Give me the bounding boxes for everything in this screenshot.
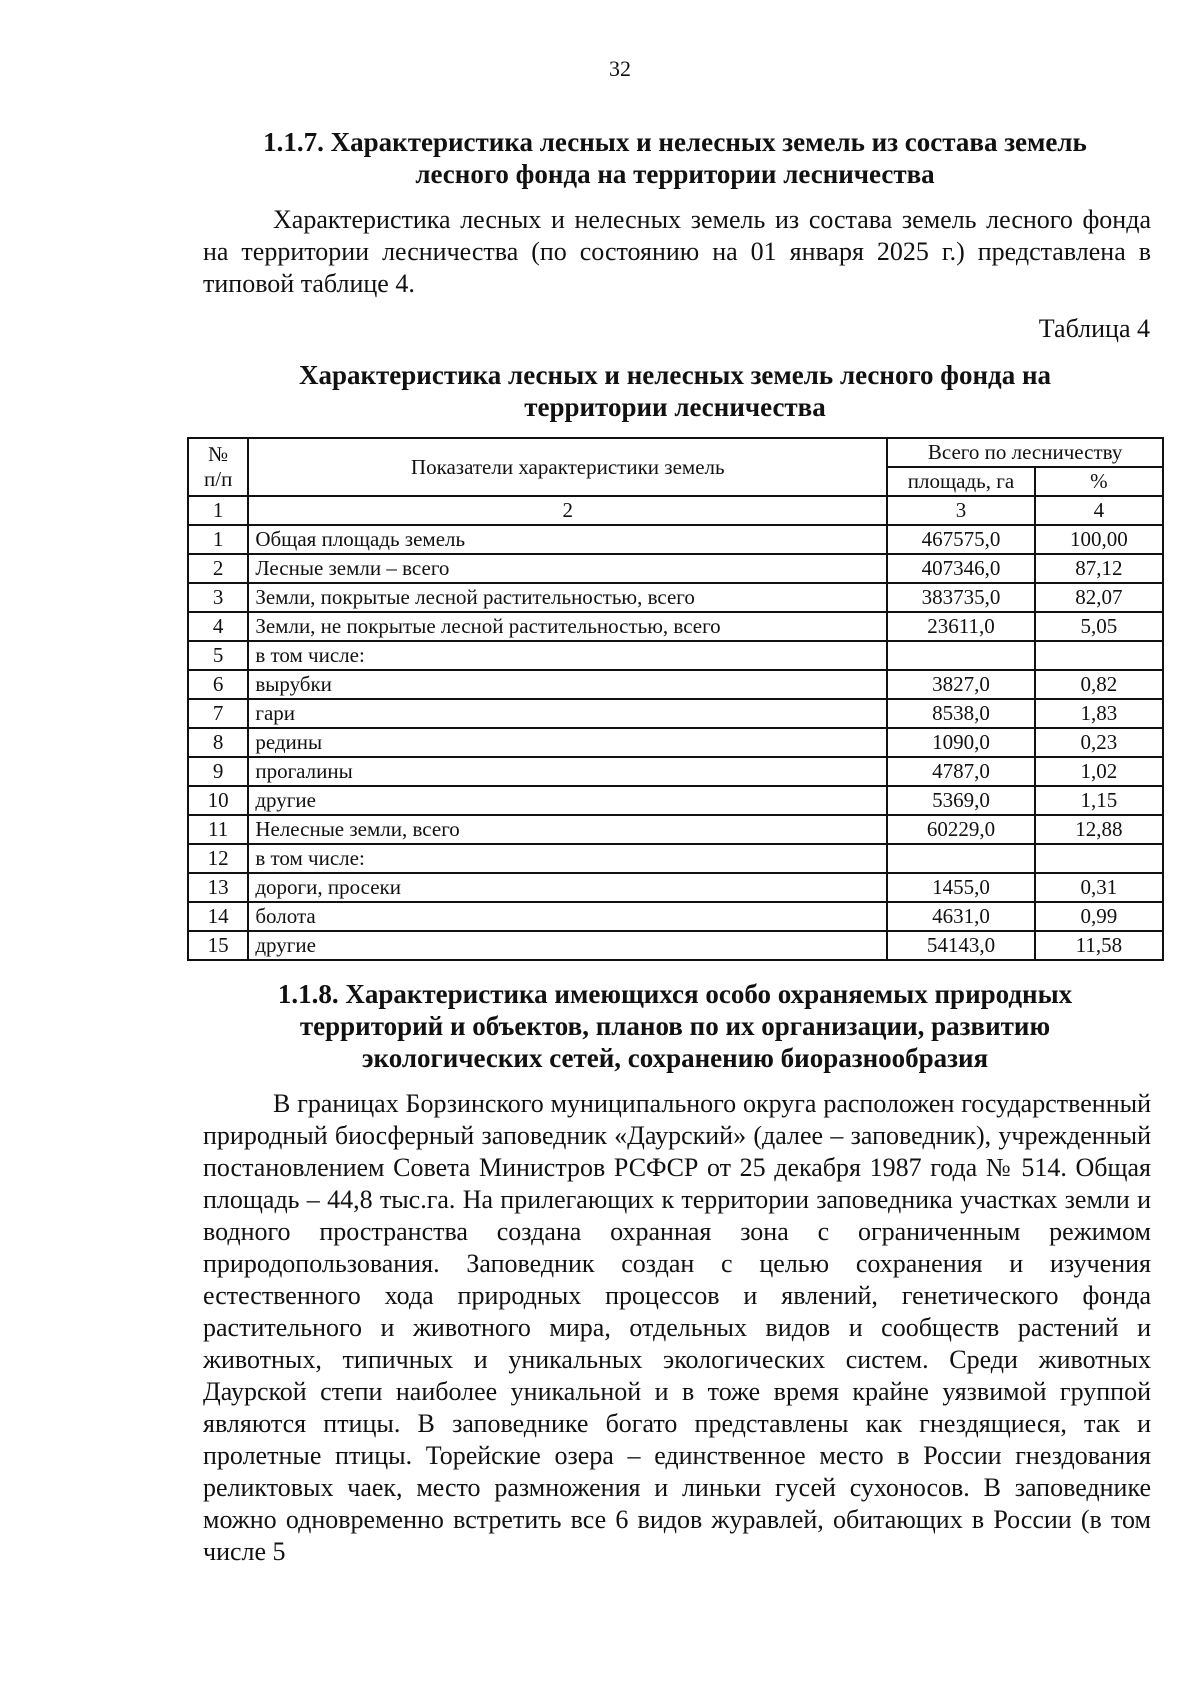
row-percent: 0,82: [1035, 670, 1163, 699]
row-indicator: вырубки: [248, 670, 887, 699]
row-area: 60229,0: [887, 815, 1035, 844]
row-number: 4: [188, 612, 248, 641]
land-characteristics-table: [187, 437, 1164, 961]
table-body: [188, 525, 1163, 960]
row-indicator: в том числе:: [248, 844, 887, 873]
row-number: 10: [188, 786, 248, 815]
section-2-paragraph: В границах Борзинского муниципального округа расположен государственный природный биосферный заповедник «Даурский» (далее – заповедник), учрежденный постановлением Совета Министров РСФСР от 25 декабря 1987 года № 514. Общая площадь – 44,8 тыс.га. На прилегающих к территории заповедника участках земли и водного пространства создана охранная зона с ограниченным режимом природопользования. Заповедник создан с целью сохранения и изучения естественного хода природных процессов и явлений, генетического фонда растительного и животного мира, отдельных видов и сообществ растений и животных, типичных и уникальных экологических систем. Среди животных Даурской степи наиболее уникальной и в тоже время крайне уязвимой группой являются птицы. В заповеднике богато представлены как гнездящиеся, так и пролетные птицы. Торейские озера – единственное место в России гнездования реликтовых чаек, место размножения и линьки гусей сухоносов. В заповеднике можно одновременно встретить все 6 видов журавлей, обитающих в России (в том числе 5: [203, 1089, 1151, 1566]
heading-line: экологических сетей, сохранению биоразнообразия: [361, 1043, 989, 1073]
row-area: 23611,0: [887, 612, 1035, 641]
section-heading-1-1-7: [200, 126, 1150, 190]
table-row: [188, 902, 1163, 931]
row-indicator: прогалины: [248, 757, 887, 786]
header-total: Всего по лесничеству: [887, 438, 1163, 467]
table-row: [188, 844, 1163, 873]
column-number: 4: [1035, 496, 1163, 525]
table-row: [188, 583, 1163, 612]
row-area: 1455,0: [887, 873, 1035, 902]
heading-line: лесного фонда на территории лесничества: [415, 159, 935, 189]
table-title-line: Характеристика лесных и нелесных земель лесного фонда на: [298, 360, 1052, 390]
row-number: 1: [188, 525, 248, 554]
row-number: 9: [188, 757, 248, 786]
table-row: [188, 728, 1163, 757]
table-row: [188, 873, 1163, 902]
row-indicator: другие: [248, 931, 887, 960]
row-area: 3827,0: [887, 670, 1035, 699]
row-indicator: Земли, не покрытые лесной растительностью, всего: [248, 612, 887, 641]
heading-line: территорий и объектов, планов по их организации, развитию: [299, 1011, 1051, 1041]
row-indicator: Земли, покрытые лесной растительностью, всего: [248, 583, 887, 612]
row-number: 6: [188, 670, 248, 699]
row-number: 7: [188, 699, 248, 728]
row-percent: 12,88: [1035, 815, 1163, 844]
row-percent: 0,23: [1035, 728, 1163, 757]
table-title: [200, 359, 1150, 423]
section-heading-1-1-8: [200, 978, 1150, 1074]
row-percent: 5,05: [1035, 612, 1163, 641]
row-percent: [1035, 641, 1163, 670]
heading-line: 1.1.8. Характеристика имеющихся особо охраняемых природных: [277, 979, 1073, 1009]
row-indicator: Общая площадь земель: [248, 525, 887, 554]
row-percent: 11,58: [1035, 931, 1163, 960]
row-percent: 0,31: [1035, 873, 1163, 902]
row-area: 1090,0: [887, 728, 1035, 757]
row-number: 11: [188, 815, 248, 844]
row-area: 4631,0: [887, 902, 1035, 931]
table-row: [188, 699, 1163, 728]
row-number: 3: [188, 583, 248, 612]
row-area: 383735,0: [887, 583, 1035, 612]
column-number-row: [188, 496, 1163, 525]
row-area: 4787,0: [887, 757, 1035, 786]
table-row: [188, 641, 1163, 670]
row-area: [887, 844, 1035, 873]
header-indicators: Показатели характеристики земель: [248, 438, 887, 496]
row-indicator: Лесные земли – всего: [248, 554, 887, 583]
row-area: [887, 641, 1035, 670]
table-label: Таблица 4: [1038, 314, 1150, 343]
header-number: № п/п: [188, 438, 248, 496]
column-number: 2: [248, 496, 887, 525]
row-area: 467575,0: [887, 525, 1035, 554]
header-area: площадь, га: [887, 467, 1035, 496]
row-percent: 0,99: [1035, 902, 1163, 931]
row-number: 13: [188, 873, 248, 902]
row-percent: 100,00: [1035, 525, 1163, 554]
column-number: 1: [188, 496, 248, 525]
row-indicator: болота: [248, 902, 887, 931]
row-percent: 1,02: [1035, 757, 1163, 786]
row-indicator: редины: [248, 728, 887, 757]
row-area: 5369,0: [887, 786, 1035, 815]
table-row: [188, 757, 1163, 786]
row-number: 8: [188, 728, 248, 757]
table-row: [188, 554, 1163, 583]
row-percent: 1,15: [1035, 786, 1163, 815]
table-row: [188, 525, 1163, 554]
row-area: 407346,0: [887, 554, 1035, 583]
table-title-line: территории лесничества: [524, 392, 826, 422]
row-indicator: в том числе:: [248, 641, 887, 670]
row-number: 15: [188, 931, 248, 960]
row-percent: 87,12: [1035, 554, 1163, 583]
heading-line: 1.1.7. Характеристика лесных и нелесных земель из состава земель: [263, 127, 1087, 157]
row-percent: 1,83: [1035, 699, 1163, 728]
table-row: [188, 931, 1163, 960]
row-percent: [1035, 844, 1163, 873]
row-number: 14: [188, 902, 248, 931]
table-row: [188, 786, 1163, 815]
row-indicator: Нелесные земли, всего: [248, 815, 887, 844]
row-indicator: дороги, просеки: [248, 873, 887, 902]
table-row: [188, 670, 1163, 699]
section-1-paragraph: Характеристика лесных и нелесных земель из состава земель лесного фонда на территории лесничества (по состоянию на 01 января 2025 г.) представлена в типовой таблице 4.: [203, 205, 1151, 298]
row-number: 2: [188, 554, 248, 583]
row-area: 54143,0: [887, 931, 1035, 960]
row-indicator: другие: [248, 786, 887, 815]
table-row: [188, 612, 1163, 641]
row-number: 12: [188, 844, 248, 873]
column-number: 3: [887, 496, 1035, 525]
row-area: 8538,0: [887, 699, 1035, 728]
header-percent: %: [1035, 467, 1163, 496]
page-number: 32: [609, 56, 631, 81]
table-row: [188, 815, 1163, 844]
row-number: 5: [188, 641, 248, 670]
row-percent: 82,07: [1035, 583, 1163, 612]
row-indicator: гари: [248, 699, 887, 728]
